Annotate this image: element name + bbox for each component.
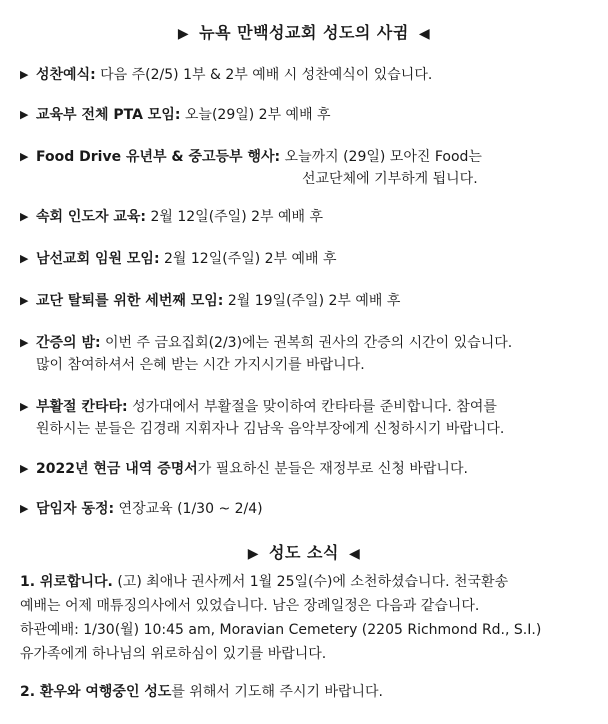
item-label: 교육부 전체 PTA 모임: — [36, 107, 181, 123]
announcement-item — [20, 458, 595, 480]
news-label: 2. 환우와 여행중인 성도 — [20, 684, 172, 700]
bullet-icon: ▶ — [20, 294, 29, 307]
item-text: 2월 19일(주일) 2부 예배 후 — [227, 293, 401, 309]
item-text: 오늘(29일) 2부 예배 후 — [184, 107, 331, 123]
news-entry-condolence — [20, 570, 600, 666]
announcement-item — [20, 64, 595, 86]
announcement-item — [20, 146, 595, 190]
item-text: 이번 주 금요집회(2/3)에는 권복희 권사의 간증의 시간이 있습니다. — [105, 335, 513, 351]
item-label: 속회 인도자 교육: — [36, 209, 147, 225]
announcement-item — [20, 206, 595, 228]
item-label: Food Drive 유년부 & 중고등부 행사: — [36, 149, 281, 165]
bullet-icon: ▶ — [20, 68, 29, 81]
item-text: 2월 12일(주일) 2부 예배 후 — [164, 251, 337, 267]
bullet-icon: ▶ — [20, 336, 29, 349]
announcement-item — [20, 248, 595, 270]
triangle-left-icon: ◀ — [418, 26, 431, 42]
item-label: 남선교회 임원 모임: — [36, 251, 160, 267]
item-label: 성찬예식: — [36, 67, 96, 83]
item-text: 선교단체에 기부하게 됩니다. — [302, 171, 478, 187]
bullet-icon: ▶ — [20, 502, 29, 515]
bullet-icon: ▶ — [20, 210, 29, 223]
triangle-right-icon: ▶ — [247, 546, 260, 562]
item-label: 교단 탈퇴를 위한 세번째 모임: — [36, 293, 224, 309]
item-label: 담임자 동정: — [36, 501, 115, 517]
news-label: 1. 위로합니다. — [20, 574, 113, 590]
item-label: 부활절 칸타타: — [36, 399, 128, 415]
announcement-item — [20, 396, 595, 440]
bullet-icon: ▶ — [20, 108, 29, 121]
item-text: 다음 주(2/5) 1부 & 2부 예배 시 성찬예식이 있습니다. — [100, 67, 433, 83]
section-title-text: 성도 소식 — [269, 543, 339, 562]
announcement-item — [20, 290, 595, 312]
item-text: 가 필요하신 분들은 재정부로 신청 바랍니다. — [197, 461, 468, 477]
news-text: 를 위해서 기도해 주시기 바랍니다. — [171, 684, 383, 700]
bullet-icon: ▶ — [20, 150, 29, 163]
item-label: 2022년 현금 내역 증명서 — [36, 461, 198, 477]
triangle-right-icon: ▶ — [177, 26, 190, 42]
bullet-icon: ▶ — [20, 400, 29, 413]
item-text: 오늘까지 (29일) 모아진 Food는 — [284, 149, 482, 165]
item-text: 많이 참여하셔서 은혜 받는 시간 가지시기를 바랍니다. — [36, 357, 365, 373]
news-text: 유가족에게 하나님의 위로하심이 있기를 바랍니다. — [20, 646, 327, 662]
announcement-item — [20, 332, 595, 376]
item-label: 간증의 밤: — [36, 335, 101, 351]
news-text: 하관예배: 1/30(월) 10:45 am, Moravian Cemetery (2205 Richmond Rd., S.I.) — [20, 622, 542, 638]
news-text: 예배는 어제 매튜징의사에서 있었습니다. 남은 장례일정은 다음과 같습니다. — [20, 598, 480, 614]
bullet-icon: ▶ — [20, 462, 29, 475]
bullet-icon: ▶ — [20, 252, 29, 265]
item-text: 성가대에서 부활절을 맞이하여 칸타타를 준비합니다. 참여를 — [132, 399, 497, 415]
news-entry-prayer — [20, 680, 600, 704]
news-text: (고) 최애나 권사께서 1월 25일(수)에 소천하셨습니다. 천국환송 — [117, 574, 509, 590]
item-text: 원하시는 분들은 김경래 지휘자나 김남욱 음악부장에게 신청하시기 바랍니다. — [36, 421, 505, 437]
section-title-news — [0, 540, 608, 563]
item-text: 2월 12일(주일) 2부 예배 후 — [150, 209, 324, 225]
item-text: 연장교육 (1/30 ~ 2/4) — [118, 501, 263, 517]
announcement-item — [20, 498, 595, 520]
section-title-fellowship — [0, 20, 608, 43]
announcement-item — [20, 104, 595, 126]
section-title-text: 뉴욕 만백성교회 성도의 사귐 — [199, 23, 409, 42]
triangle-left-icon: ◀ — [348, 546, 361, 562]
